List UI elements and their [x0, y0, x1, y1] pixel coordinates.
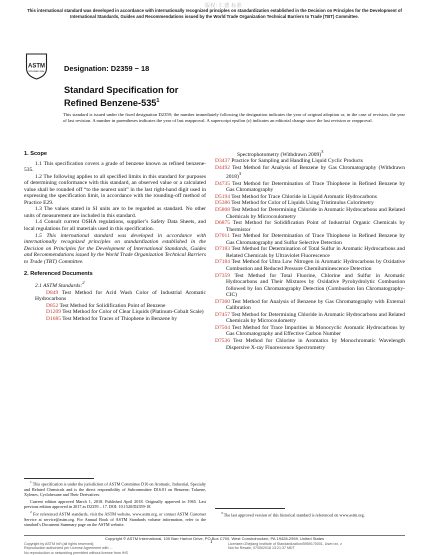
paragraph-1-2: 1.2 The following applies to all specified limits in this standard for purposes of determining conformance with this standard, an observed value or a calculated value shall be rounded off “to the nearest unit” in the last right-hand digit used in expressing the specification limit, in accordance with the rounding-off method of Practice E29.	[24, 173, 206, 206]
license-note-right: Licensee=Zhejiang Institute of Standardization/5959170001, User=xx, z Not for Resale, 07/05/2018 13:21:37 MDT	[228, 542, 342, 551]
right-column	[215, 149, 405, 351]
reference-link[interactable]: D7360	[215, 298, 230, 305]
right-footnotes	[215, 511, 405, 519]
reference-link[interactable]: D7457	[215, 311, 230, 318]
paragraph-1-3: 1.3 The values stated in SI units are to be regarded as standard. No other units of measurement are included in this standard.	[24, 206, 206, 219]
footnote-divider	[24, 478, 94, 479]
reference-link[interactable]: D852	[46, 302, 59, 309]
reference-item: D3437 Practice for Sampling and Handling Liquid Cyclic Products	[215, 158, 363, 165]
reference-link[interactable]: D7536	[215, 337, 230, 344]
reference-item: D5808 Test Method for Determining Chloride in Aromatic Hydrocarbons and Related Chemicals by Microcoulometry	[215, 207, 405, 220]
footnote-mark: 3	[238, 171, 242, 177]
license-note-left: Copyright by ASTM Int'l (all rights reserved); Reproduction authorized per License Agreement with ... No reproduction or networking permitted without license from IHS	[24, 542, 128, 555]
paragraph-1-5: 1.5 This international standard was developed in accordance with internationally recognized principles on standardization established in the Decision on Principles for the Development of International Standards, Guides and Recommendations issued by the World Trade Organization Technical Barriers to Trade (TBT) Committee.	[24, 232, 206, 265]
reference-item: D7011 Test Method for Determination of Trace Thiophene in Refined Benzene by Gas Chromatography and Sulfur Selective Detection	[215, 233, 405, 246]
reference-continuation: Spectrophotometry (Withdrawn 2009)$^3$	[237, 149, 324, 158]
svg-text:INTERNATIONAL: INTERNATIONAL	[28, 71, 45, 73]
left-column	[24, 149, 206, 322]
title-line-1: Standard Specification for	[64, 85, 179, 95]
issue-note: This standard is issued under the fixed designation D2359; the number immediately following the designation indicates the year of original adoption or, in the case of revision, the year of last revision. A number in parentheses indicates the year of last reapproval. A superscript epsilon (ε) indicates an editorial change since the last revision or reapproval.	[63, 112, 405, 124]
section-heading-referenced-documents: 2. Referenced Documents	[24, 270, 93, 277]
reference-item: D1685 Test Method for Traces of Thiophene in Benzene by	[46, 315, 177, 322]
copyright-line: Copyright © ASTM International, 100 Barr Harbor Drive, PO Box C700, West Conshohocken, PA 19428-2959. United States	[104, 536, 325, 541]
reference-link[interactable]: D6875	[215, 220, 230, 227]
reference-link[interactable]: D3437	[215, 158, 230, 165]
page-number: 1	[210, 540, 213, 545]
footnote-divider	[215, 508, 285, 509]
reference-link[interactable]: D4492	[215, 164, 230, 171]
reference-link[interactable]: D5194	[215, 193, 230, 200]
reference-item: D7359 Test Method for Total Fluorine, Chlorine and Sulfur in Aromatic Hydrocarbons and Their Mixtures by Oxidative Pyrohydrolytic Combustion followed by Ion Chromatography Detection (Combustion Ion Chromatography-CIC)	[215, 272, 405, 299]
footnote-1b: Current edition approved March 1, 2018. Published April 2018. Originally approved in 1965. Last previous edition approved in 2017 as D2359 – 17. DOI: 10.1520/D2359-18.	[24, 498, 206, 509]
reference-item: D5386 Test Method for Color of Liquids Using Tristimulus Colorimetry	[215, 200, 374, 207]
reference-link[interactable]: D1209	[46, 309, 61, 316]
reference-link[interactable]: D5808	[215, 207, 230, 214]
reference-item: D4735 Test Method for Determination of Trace Thiophene in Refined Benzene by Gas Chromatography	[215, 180, 405, 194]
footnote-2: $^2$ For referenced ASTM standards, visit the ASTM website, www.astm.org, or contact ASTM Customer Service at service@astm.org. For Annual Book of ASTM Standards volume information, refer to the standard’s Document Summary page on the ASTM website.	[24, 510, 206, 528]
reference-item: D7360 Test Method for Analysis of Benzene by Gas Chromatography with External Calibration	[215, 298, 405, 312]
subsection-astm-standards: 2.1 ASTM Standards:$^2$	[35, 280, 85, 290]
reference-item: D4492 Test Method for Analysis of Benzene by Gas Chromatography (Withdrawn 2018)$^3$	[215, 164, 405, 181]
reference-item: D7536 Test Method for Chlorine in Aromatics by Monochromatic Wavelength Dispersive X-ray Fluorescence Spectrometry	[215, 337, 405, 351]
paragraph-1-4: 1.4 Consult current OSHA regulations, supplier’s Safety Data Sheets, and local regulations for all materials used in this specification.	[24, 219, 206, 233]
reference-link[interactable]: D849	[46, 289, 59, 296]
reference-item: D5194 Test Method for Trace Chloride in Liquid Aromatic Hydrocarbons	[215, 193, 377, 200]
paragraph-1-1: 1.1 This specification covers a grade of benzene known as refined benzene-535.	[24, 160, 206, 174]
reference-link[interactable]: D1685	[46, 315, 61, 322]
footnote-mark: 3	[321, 149, 324, 154]
svg-text:ASTM: ASTM	[28, 63, 45, 70]
reference-item: D7184 Test Method for Ultra Low Nitrogen in Aromatic Hydrocarbons by Oxidative Combustion and Reduced Pressure Chemiluminescence Detection	[215, 259, 405, 272]
reference-link[interactable]: D7504	[215, 324, 230, 331]
left-footnotes	[24, 480, 206, 529]
reference-item: D849 Test Method for Acid Wash Color of Industrial Aromatic Hydrocarbons	[35, 289, 206, 303]
reference-link[interactable]: D5386	[215, 200, 230, 207]
footnote-3: $^3$ The last approved version of this historical standard is referenced on www.astm.org.	[221, 511, 365, 518]
reference-link[interactable]: D7011	[215, 233, 230, 240]
designation: Designation: D2359 − 18	[64, 64, 150, 73]
footnote-mark: 2	[82, 280, 85, 286]
reference-item: D1209 Test Method for Color of Clear Liquids (Platinum-Cobalt Scale)	[46, 309, 204, 316]
reference-item: D6875 Test Method for Solidification Point of Industrial Organic Chemicals by Thermistor	[215, 220, 405, 233]
reference-item: D7457 Test Method for Determining Chloride in Aromatic Hydrocarbons and Related Chemicals by Microcoulometry	[215, 311, 405, 325]
title-line-2: Refined Benzene-$535^1$	[64, 98, 160, 109]
footnote-1a: $^1$ This specification is under the jurisdiction of ASTM Committee D16 on Aromatic, Industrial, Specialty and Related Chemicals and is the direct responsibility of Subcommittee D16.01 on Benzene, Toluene, Xylenes, Cyclohexane and Their Derivatives.	[24, 480, 206, 497]
section-heading-scope: 1. Scope	[24, 151, 48, 157]
tbt-intro-note: This international standard was developed in accordance with internationally recognized principles on standardization established in the Decision on Principles for the Development of International Standards, Guides and Recommendations issued by the World Trade Organization Technical Barriers to Trade (TBT) Committee.	[27, 8, 402, 19]
reference-link[interactable]: D7184	[215, 259, 230, 266]
reference-link[interactable]: D7183	[215, 246, 230, 253]
reference-link[interactable]: D7359	[215, 272, 230, 279]
astm-international-logo	[25, 53, 48, 80]
watermark: 版权: 仁德 标准	[205, 3, 242, 9]
title-footnote-mark: 1	[156, 98, 160, 104]
reference-link[interactable]: D4735	[215, 180, 230, 187]
reference-item: D7183 Test Method for Determination of Total Sulfur in Aromatic Hydrocarbons and Related Chemicals by Ultraviolet Fluorescence	[215, 246, 405, 259]
reference-item: D7504 Test Method for Trace Impurities in Monocyclic Aromatic Hydrocarbons by Gas Chromatography and Effective Carbon Number	[215, 324, 405, 338]
page-title	[64, 85, 364, 109]
reference-item: D852 Test Method for Solidification Point of Benzene	[46, 302, 166, 309]
